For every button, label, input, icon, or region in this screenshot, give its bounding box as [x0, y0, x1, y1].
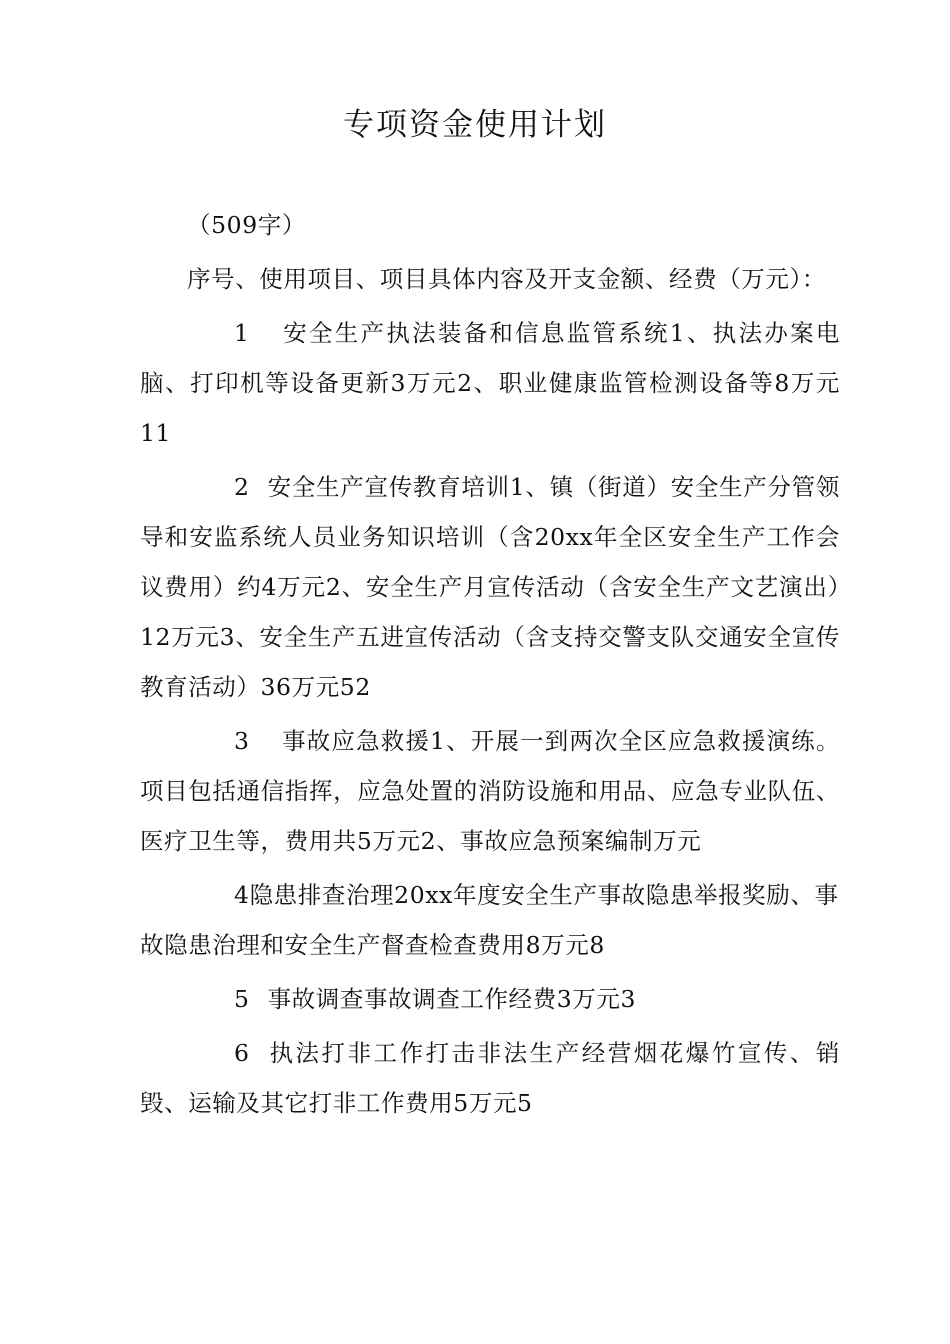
- list-item: [140, 974, 840, 1024]
- item-number: 1: [234, 319, 250, 347]
- item-number: 3: [234, 727, 250, 755]
- item-number: 4: [234, 881, 250, 909]
- document-body: [140, 200, 840, 1128]
- page-title: 专项资金使用计划: [343, 107, 607, 143]
- item-text: 事故调查事故调查工作经费3万元3: [267, 985, 637, 1013]
- item-text: 安全生产执法装备和信息监管系统1、执法办案电脑、打印机等设备更新3万元2、职业健康监管检测设备等8万元11: [140, 319, 840, 447]
- item-number: 6: [234, 1039, 250, 1067]
- list-item: [140, 716, 840, 866]
- list-item: [140, 1028, 840, 1128]
- item-text: 事故应急救援1、开展一到两次全区应急救援演练。项目包括通信指挥，应急处置的消防设施和用品、应急专业队伍、医疗卫生等，费用共5万元2、事故应急预案编制万元: [140, 727, 840, 855]
- word-count: （509字）: [187, 211, 306, 239]
- list-item: [140, 308, 840, 458]
- item-text: 隐患排查治理20xx年度安全生产事故隐患举报奖励、事故隐患治理和安全生产督查检查费用8万元8: [140, 881, 839, 959]
- item-text: 安全生产宣传教育培训1、镇（街道）安全生产分管领导和安监系统人员业务知识培训（含20xx年全区安全生产工作会议费用）约4万元2、安全生产月宣传活动（含安全生产文艺演出）12万元3、安全生产五进宣传活动（含支持交警支队交通安全宣传教育活动）36万元52: [140, 473, 840, 701]
- header-line: 序号、使用项目、项目具体内容及开支金额、经费（万元）：: [187, 265, 826, 293]
- list-item: [140, 462, 840, 712]
- list-item: [140, 870, 840, 970]
- item-number: 2: [234, 473, 250, 501]
- item-number: 5: [234, 985, 250, 1013]
- item-text: 执法打非工作打击非法生产经营烟花爆竹宣传、销毁、运输及其它打非工作费用5万元5: [140, 1039, 840, 1117]
